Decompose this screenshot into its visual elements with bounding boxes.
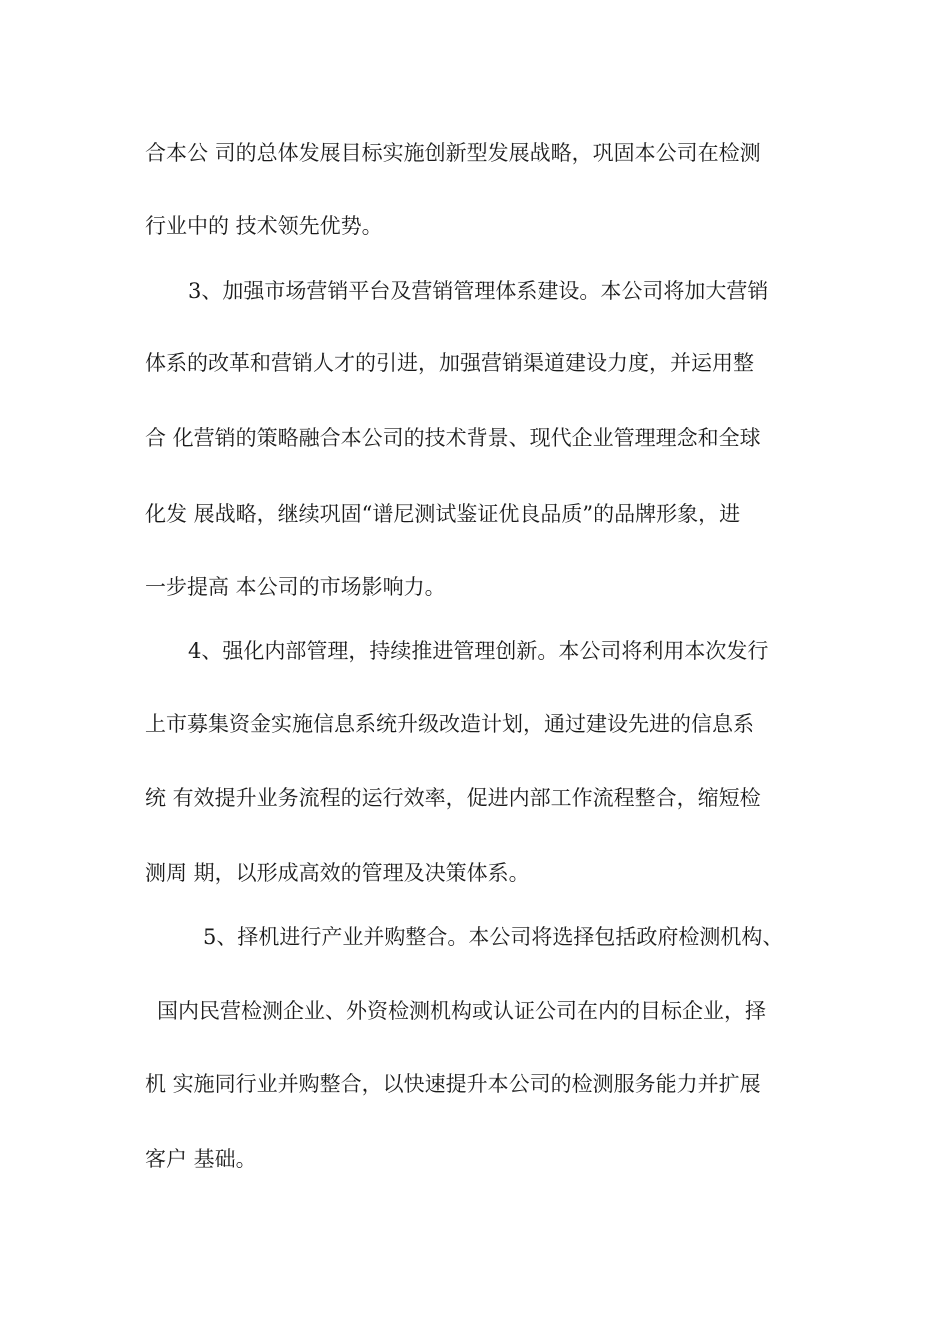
text-line-10: 统 有效提升业务流程的运行效率，促进内部工作流程整合，缩短检 [145,786,761,810]
text-line-13: 国内民营检测企业、外资检测机构或认证公司在内的目标企业，择 [157,999,766,1023]
paragraph-4-heading: 4、强化内部管理，持续推进管理创新。本公司将利用本次发行 [188,639,769,663]
text-line-1: 合本公 司的总体发展目标实施创新型发展战略，巩固本公司在检测 [145,141,761,165]
text-line-4: 体系的改革和营销人才的引进，加强营销渠道建设力度，并运用整 [145,351,754,375]
text-line-5: 合 化营销的策略融合本公司的技术背景、现代企业管理理念和全球 [145,426,761,450]
paragraph-3-heading: 3、加强市场营销平台及营销管理体系建设。本公司将加大营销 [188,279,769,303]
text-line-9: 上市募集资金实施信息系统升级改造计划，通过建设先进的信息系 [145,712,754,736]
text-line-6: 化发 展战略，继续巩固“谱尼测试鉴证优良品质”的品牌形象，进 [145,502,741,526]
text-line-15: 客户 基础。 [145,1147,257,1171]
paragraph-5-heading: 5、择机进行产业并购整合。本公司将选择包括政府检测机构、 [203,925,784,949]
text-line-2: 行业中的 技术领先优势。 [145,214,383,238]
text-line-14: 机 实施同行业并购整合，以快速提升本公司的检测服务能力并扩展 [145,1072,761,1096]
text-line-11: 测周 期，以形成高效的管理及决策体系。 [145,861,530,885]
text-line-7: 一步提高 本公司的市场影响力。 [145,575,446,599]
